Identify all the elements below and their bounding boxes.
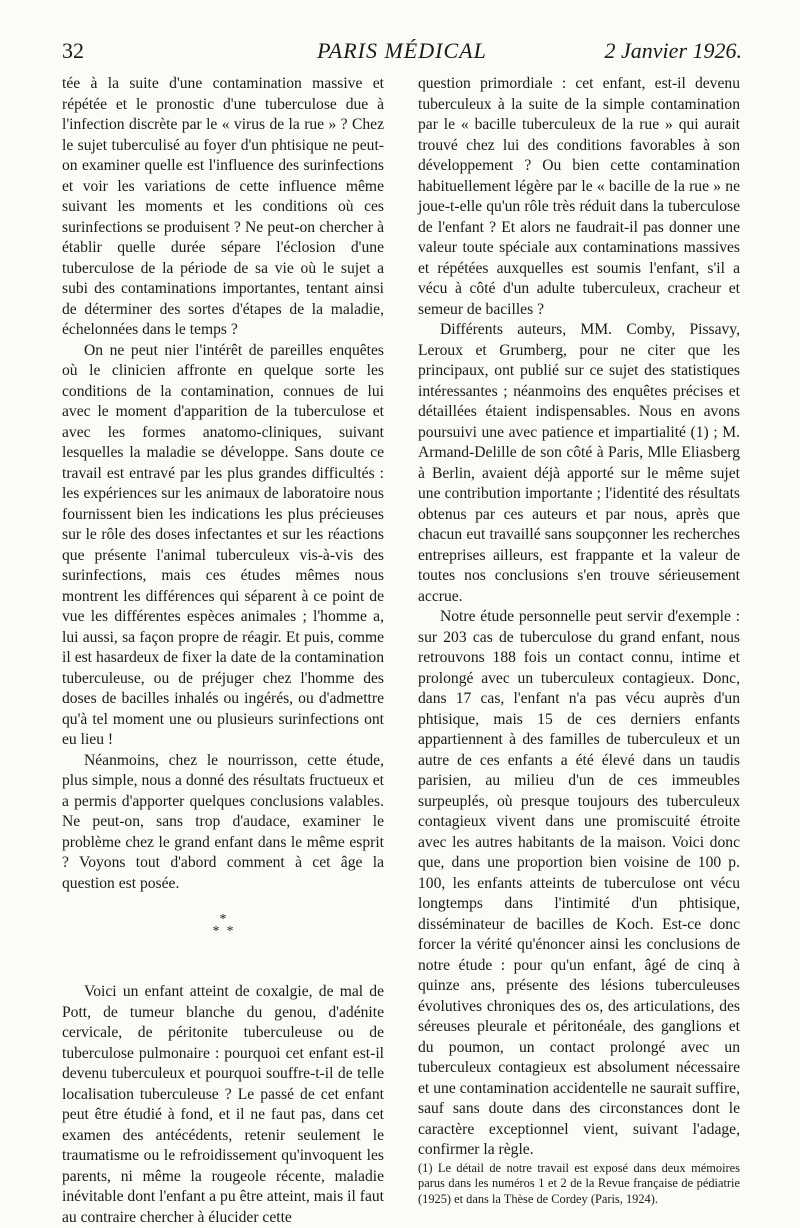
left-column xyxy=(62,74,384,1228)
footnote: (1) Le détail de notre travail est exposé dans deux mémoires parus dans les numéros 1 et 2 de la Revue française de pédiatrie (1925) et dans la Thèse de Cordey (Paris, 1924). xyxy=(418,1160,740,1206)
running-header xyxy=(62,38,742,66)
paragraph: Notre étude personnelle peut servir d'exemple : sur 203 cas de tuberculose du grand enfant, nous retrouvons 188 fois un contact connu, intime et prolongé avec un tuberculeux contagieux. Donc, dans 17 cas, l'enfant n'a pas vécu auprès d'un phtisique, mais 15 de ces derniers enfants appartiennent à des familles de tuberculeux et un autre de ces enfants a été élevé dans un taudis parisien, au milieu d'un de ces immeubles surpeuplés, où presque toujours des tuberculeux contagieux vivent dans une promiscuité étroite avec les autres habitants de la maison. Voici donc que, dans une proportion bien voisine de 100 p. 100, les enfants atteints de tuberculose ont vécu longtemps dans l'intimité d'un phtisique, disséminateur de bacilles de Koch. Est-ce donc forcer la vérité qu'énoncer ainsi les conclusions de notre étude : pour qu'un enfant, âgé de cinq à quinze ans, présente des lésions tuberculeuses évolutives chroniques des os, des articulations, des séreuses pleurale et péritonéale, des ganglions et du poumon, un contact prolongé avec un tuberculeux contagieux est absolument nécessaire et une contamination accidentelle ne saurait suffire, sauf sans doute dans des circonstances dont le caractère exceptionnel vient, suivant l'adage, confirmer la règle. xyxy=(418,608,740,1158)
paragraph: tée à la suite d'une contamination massive et répétée et le pronostic d'une tuberculose due à l'infection discrète par le « virus de la rue » ? Chez le sujet tuberculisé au foyer d'un phtisique ne peut-on examiner quelle est l'influence des surinfections et voir les variations de cette influence même suivant les moments et les conditions où ces surinfections se produisent ? Ne peut-on chercher à établir quelle durée sépare l'éclosion d'une tuberculose de la période de sa vie où le sujet a subi des contaminations importantes, tentant ainsi de déterminer des sortes d'étapes de la maladie, échelonnées dans le temps ? xyxy=(62,75,384,338)
paragraph: Néanmoins, chez le nourrisson, cette étude, plus simple, nous a donné des résultats fructueux et a permis d'apporter quelques conclusions valables. Ne peut-on, sans trop d'audace, examiner le problème chez le grand enfant dans le même esprit ? Voyons tout d'abord comment à cet âge la question est posée. xyxy=(62,751,384,892)
journal-title: PARIS MÉDICAL xyxy=(317,38,487,63)
paragraph: Voici un enfant atteint de coxalgie, de mal de Pott, de tumeur blanche du genou, d'adénite cervicale, de péritonite tuberculeuse ou de tuberculose pulmonaire : pourquoi cet enfant est-il devenu tuberculeux et pourquoi souffre-t-il de telle localisation tuberculeuse ? Le passé de cet enfant peut être étudié à fond, et il ne faut pas, dans cet examen des antécédents, retenir seulement le traumatisme ou le refroidissement qu'invoquent les parents, ni même la rougeole récente, maladie inévitable dont l'enfant a pu être atteint, mais il faut au contraire chercher à élucider cette xyxy=(62,983,384,1226)
paragraph: On ne peut nier l'intérêt de pareilles enquêtes où le clinicien affronte en quelque sorte les conditions de la contamination, connues de lui avec le moment d'apparition de la tuberculose et avec les formes anatomo-cliniques, suivant lesquelles la maladie se développe. Sans doute ce travail est entravé par les plus grandes difficultés : les expériences sur les animaux de laboratoire nous fournissent bien les indications les plus précieuses sur le rôle des doses infectantes et sur les réactions que présente l'animal tuberculeux vis-à-vis des surinfections, mais ces études mêmes nous montrent les différences qui séparent à ce point de vue les différentes espèces animales ; l'homme a, lui aussi, sa façon propre de réagir. Et puis, comme il est hasardeux de fixer la date de la contamination tuberculeuse, ou de préjuger chez l'homme des doses de bacilles inhalés ou ingérés, ou d'admettre qu'à tel moment une ou plusieurs surinfections ont eu lieu ! xyxy=(62,341,384,748)
section-asterism: * * * xyxy=(212,912,234,939)
right-column xyxy=(418,74,740,1207)
page-number: 32 xyxy=(62,38,84,63)
paragraph: question primordiale : cet enfant, est-il devenu tuberculeux à la suite de la simple contamination par le « bacille tuberculeux de la rue » qui aurait trouvé chez lui des conditions favorables à son développement ? Ou bien cette contamination habituellement légère par le « bacille de la rue » ne joue-t-elle qu'un rôle très réduit dans la tuberculose de l'enfant ? Et alors ne faudrait-il pas donner une valeur toute spéciale aux contaminations massives et répétées auxquelles est soumis l'enfant, s'il a vécu à côté d'un adulte tuberculeux, cracheur et semeur de bacilles ? xyxy=(418,75,740,318)
paragraph: Différents auteurs, MM. Comby, Pissavy, Leroux et Grumberg, pour ne citer que les principaux, ont publié sur ce sujet des statistiques intéressantes ; néanmoins des enquêtes précises et détaillées étaient indispensables. Nous en avons poursuivi une avec patience et impartialité (1) ; M. Armand-Delille de son côté à Paris, Mlle Eliasberg à Berlin, avaient déjà apporté sur le même sujet une contribution importante ; l'identité des résultats obtenus par ces auteurs et par nous, après que chacun eut travaillé sans soupçonner les recherches entreprises ailleurs, est frappante et la valeur de toutes nos conclusions s'en trouve sérieusement accrue. xyxy=(418,321,740,605)
issue-date: 2 Janvier 1926. xyxy=(604,38,742,63)
